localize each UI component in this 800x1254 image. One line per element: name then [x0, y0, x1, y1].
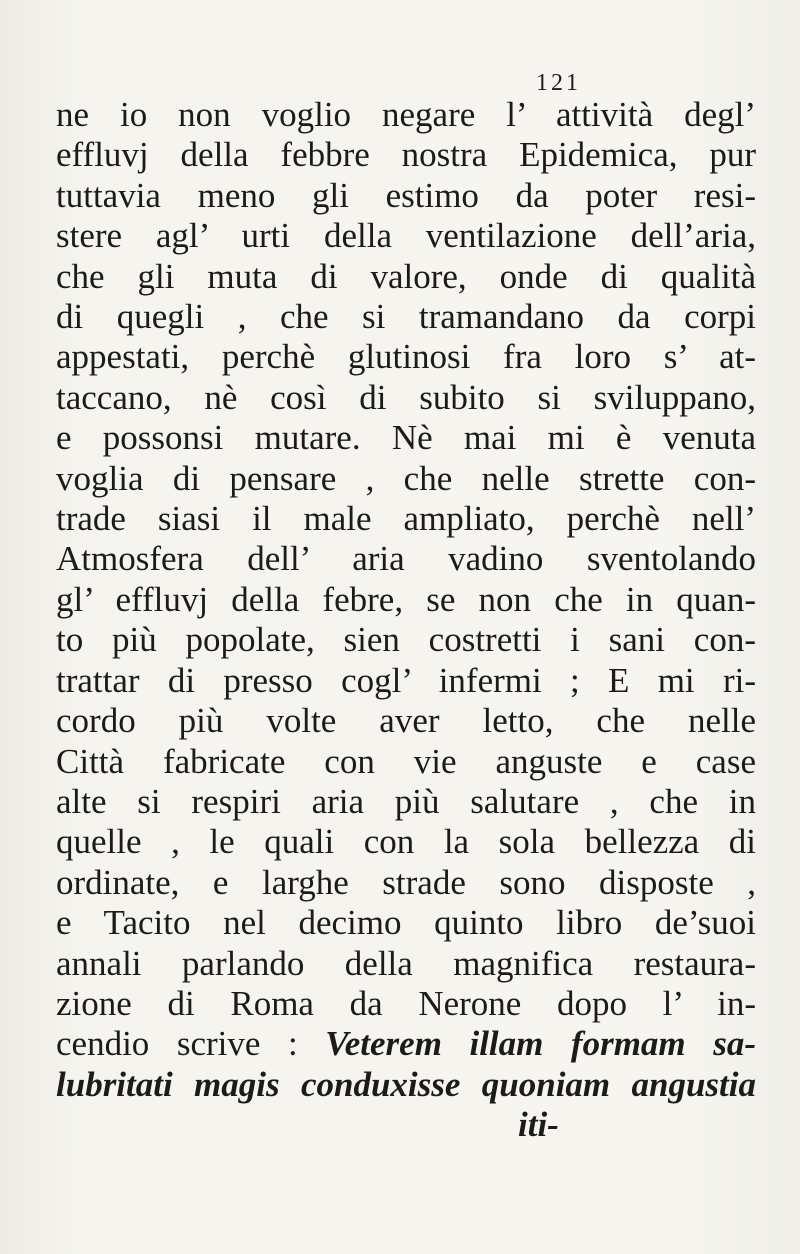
text-line-18: alte si respiri aria più salutare , che in — [56, 781, 756, 821]
text-line-4: stere agl’ urti della ventilazione dell’aria, — [56, 216, 756, 256]
text-line-23: zione di Roma da Nerone dopo l’ in- — [56, 983, 756, 1023]
text-line-12: Atmosfera dell’ aria vadino sventolando — [56, 539, 756, 579]
body-text — [56, 95, 756, 1146]
text-line-19: quelle , le quali con la sola bellezza di — [56, 822, 756, 862]
text-line-24 — [56, 1024, 756, 1064]
text-line-9: e possonsi mutare. Nè mai mi è venuta — [56, 418, 756, 458]
text-line-21: e Tacito nel decimo quinto libro de’suoi — [56, 903, 756, 943]
text-line-8: taccano, nè così di subito si sviluppano, — [56, 377, 756, 417]
text-line-5: che gli muta di valore, onde di qualità — [56, 256, 756, 296]
text-line-16: cordo più volte aver letto, che nelle — [56, 701, 756, 741]
text-line-7: appestati, perchè glutinosi fra loro s’ at- — [56, 337, 756, 377]
catchword: iti- — [518, 1105, 559, 1145]
latin-quotation-line: lubritati magis conduxisse quoniam angustia — [56, 1064, 756, 1104]
text-line-2: effluvj della febbre nostra Epidemica, pur — [56, 135, 756, 175]
text-line-11: trade siasi il male ampliato, perchè nell’ — [56, 499, 756, 539]
text-line-17: Città fabricate con vie anguste e case — [56, 741, 756, 781]
page-number: 121 — [536, 70, 581, 96]
text-line-15: trattar di presso cogl’ infermi ; E mi ri- — [56, 660, 756, 700]
text-line-14: to più popolate, sien costretti i sani con- — [56, 620, 756, 660]
text-line-10: voglia di pensare , che nelle strette con- — [56, 458, 756, 498]
latin-quotation-start: Veterem illam formam sa- — [325, 1024, 756, 1064]
text-line-3: tuttavia meno gli estimo da poter resi- — [56, 175, 756, 215]
text-line-22: annali parlando della magnifica restaura- — [56, 943, 756, 983]
text-line-6: di quegli , che si tramandano da corpi — [56, 297, 756, 337]
text-line-24-roman: cendio scrive : — [56, 1024, 298, 1064]
text-line-20: ordinate, e larghe strade sono disposte , — [56, 862, 756, 902]
text-line-1: ne io non voglio negare l’ attività degl’ — [56, 95, 756, 134]
text-line-13: gl’ effluvj della febre, se non che in quan- — [56, 579, 756, 619]
